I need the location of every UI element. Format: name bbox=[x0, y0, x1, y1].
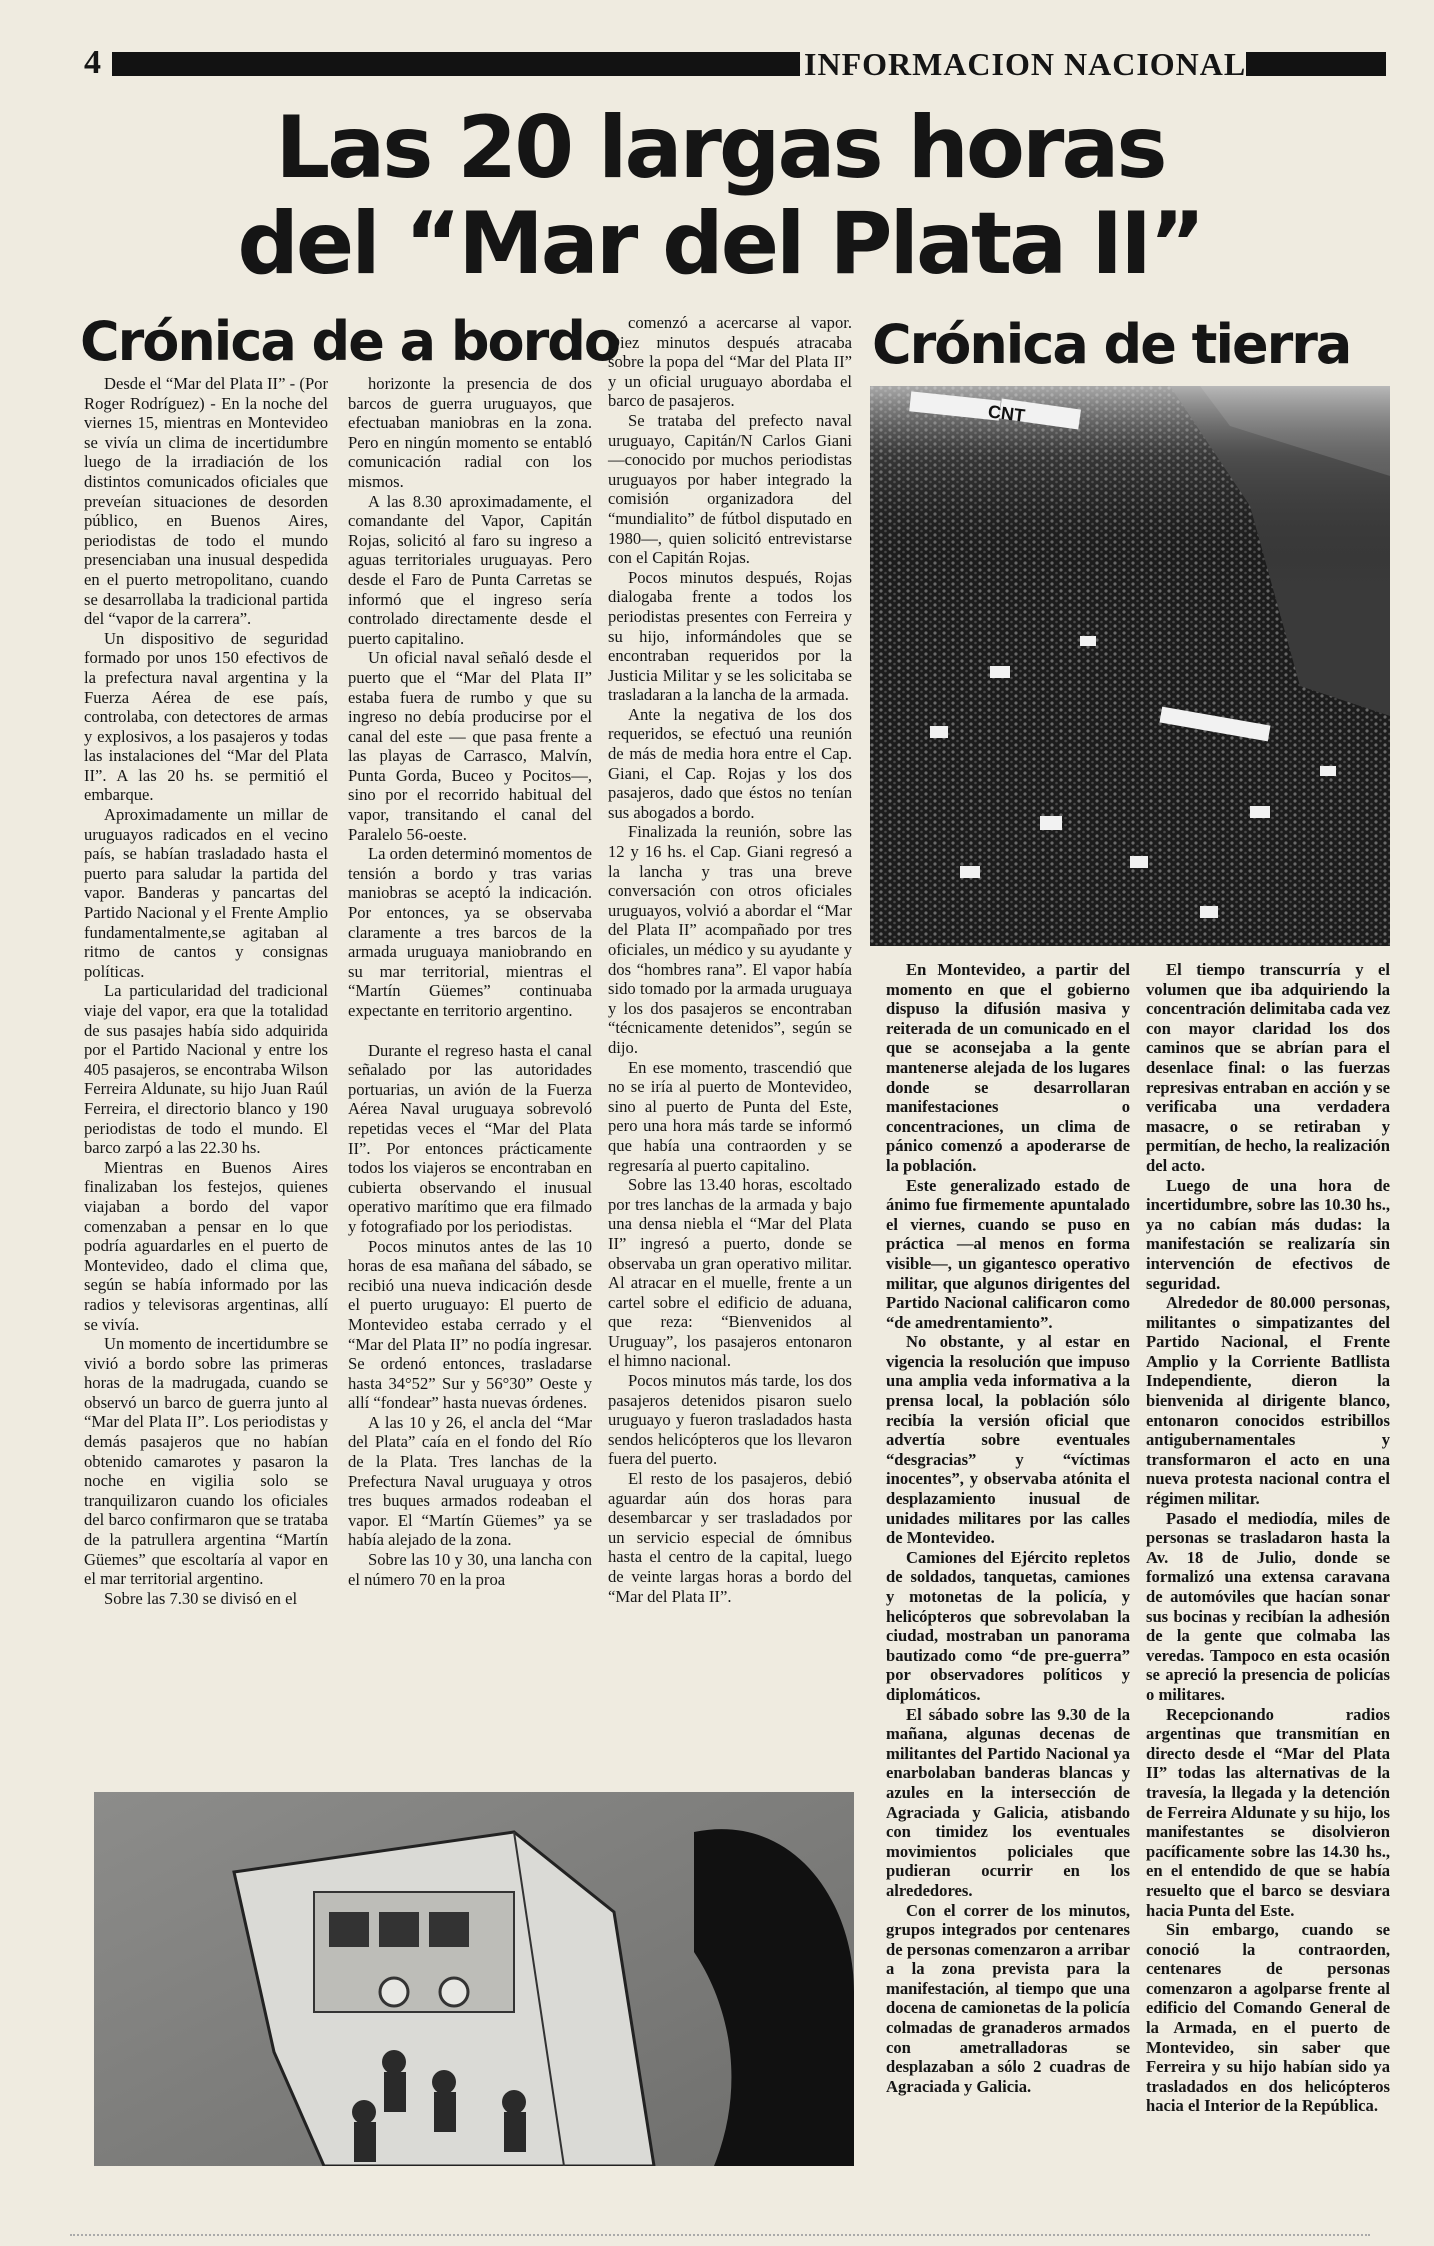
article-paragraph: Alrededor de 80.000 personas, militantes o simpatizantes del Partido Nacional, el Frente Amplio y la Corriente Batllista Independiente, dieron la bienvenida al dirigente blanco, entonaron conocidos estribillos antigubernamentales y transformaron el acto en una nueva protesta nacional contra el régimen militar. bbox=[1146, 1293, 1390, 1509]
article-paragraph: No obstante, y al estar en vigencia la resolución que impuso una amplia veda informativa a la prensa local, la población sólo recibía la versión oficial que advertía sobre eventuales “desgracias” y “víctimas inocentes”, y observaba atónita el desplazamiento inusual de unidades militares por las calles de Montevideo. bbox=[886, 1332, 1130, 1548]
crowd-photo bbox=[870, 386, 1390, 946]
article-paragraph: Sobre las 7.30 se divisó en el bbox=[104, 1588, 298, 1608]
article-column-5 bbox=[1146, 960, 1390, 2222]
article-paragraph: El resto de los pasajeros, debió aguardar aún dos horas para desembarcar y ser trasladados por un servicio especial de ómnibus hasta el centro de la capital, luego de veinte largas horas a bordo del “Mar del Plata II”. bbox=[608, 1469, 852, 1606]
article-paragraph: Con el correr de los minutos, grupos integrados por centenares de personas comenzaron a arribar a la zona prevista para la manifestación, al tiempo que una docena de camionetas de la policía colmadas de granaderos armados con ametralladoras se desplazaban a sólo 2 cuadras de Agraciada y Galicia. bbox=[886, 1900, 1130, 2096]
article-paragraph: La orden determinó momentos de tensión a bordo y tras varias maniobras se aceptó la indicación. Por entonces, ya se observaba claramente a tres barcos de la armada uruguaya maniobrando en su mar territorial, mientras el “Martín Güemes” continuaba expectante en territorio argentino. bbox=[348, 844, 592, 1020]
article-paragraph: Aproximadamente un millar de uruguayos radicados en el vecino país, se habían trasladado hasta el puerto para saludar la partida del vapor. Banderas y pancartas del Partido Nacional y el Frente Amplio fundamentalmente,se agitaban al ritmo de cantos y consignas políticas. bbox=[84, 805, 328, 981]
article-paragraph: Un dispositivo de seguridad formado por unos 150 efectivos de la prefectura naval argentina y la Fuerza Aérea de ese país, controlaba, con detectores de armas y explosivos, a los pasajeros y todas las instalaciones del “Mar del Plata II”. A las 20 hs. se permitió el embarque. bbox=[84, 628, 328, 805]
boat-photo-icon bbox=[94, 1792, 854, 2166]
section-title: INFORMACION NACIONAL bbox=[804, 46, 1247, 82]
article-paragraph: Luego de una hora de incertidumbre, sobre las 10.30 hs., ya no cabían más dudas: la manifestación se realizaría sin intervención de efectivos de seguridad. bbox=[1146, 1175, 1390, 1293]
kicker-cronica-de-tierra: Crónica de tierra bbox=[872, 313, 1351, 376]
article-paragraph: El tiempo transcurría y el volumen que iba adquiriendo la concentración delimitaba cada vez con mayor claridad los dos caminos que se abrían para el desenlace final: o las fuerzas represivas entraban en acción y se verificaba una verdadera masacre, o se retiraban y permitían, de hecho, la realización del acto. bbox=[1146, 960, 1390, 1175]
article-column-3 bbox=[608, 313, 852, 1773]
article-paragraph: Pocos minutos después, Rojas dialogaba frente a todos los periodistas presentes con Ferreira y su hijo, informándoles que se encontraban requeridos por la Justicia Militar y se les solicitaba se trasladaran a la lancha de la armada. bbox=[608, 567, 852, 705]
article-paragraph: En Montevideo, a partir del momento en que el gobierno dispuso la difusión masiva y reiterada de un comunicado en el que se aconsejaba a la gente mantenerse alejada de los lugares donde se desarrollaran manifestaciones o concentraciones, un clima de pánico comenzó a apoderarse de la población. bbox=[886, 960, 1130, 1175]
header-rule-right bbox=[1246, 52, 1386, 76]
article-paragraph: A las 10 y 26, el ancla del “Mar del Plata” caía en el fondo del Río de la Plata. Tres lanchas de la Prefectura Naval uruguaya y otros tres buques armados rodeaban el vapor. El “Martín Güemes” ya se había alejado de la zona. bbox=[348, 1412, 592, 1550]
article-paragraph: Pocos minutos más tarde, los dos pasajeros detenidos pisaron suelo uruguayo y fueron trasladados hasta sendos helicópteros que los llevaron fuera del puerto. bbox=[608, 1371, 852, 1469]
headline-line-1: Las 20 largas horas bbox=[275, 98, 1165, 198]
article-paragraph: horizonte la presencia de dos barcos de guerra uruguayos, que efectuaban maniobras en la zona. Pero en ningún momento se entabló comunicación radial con los mismos. bbox=[348, 374, 592, 491]
article-paragraph: Camiones del Ejército repletos de soldados, tanquetas, camiones y motonetas de la policía, y helicópteros que sobrevolaban la ciudad, mostraban un panorama bautizado como “de pre-guerra” por observadores políticos y diplomáticos. bbox=[886, 1547, 1130, 1704]
article-paragraph: Se trataba del prefecto naval uruguayo, Capitán/N Carlos Giani —conocido por muchos periodistas uruguayos por haber integrado la comisión organizadora del “mundialito” de fútbol disputado en 1980—, quien solicitó entrevistarse con el Capitán Rojas. bbox=[608, 410, 852, 568]
kicker-cronica-de-a-bordo: Crónica de a bordo bbox=[80, 310, 620, 373]
bottom-rule bbox=[70, 2234, 1370, 2236]
article-paragraph: Sobre las 10 y 30, una lancha con el número 70 en la proa bbox=[348, 1550, 592, 1589]
article-paragraph: Finalizada la reunión, sobre las 12 y 16 hs. el Cap. Giani regresó a la lancha y tras una breve conversación con otros oficiales uruguayos, volvió a abordar el “Mar del Plata II” acompañado por tres oficiales, un médico y su ayudante y dos “hombres rana”. El vapor había sido tomado por la armada uruguaya y los dos pasajeros se encontraban “técnicamente detenidos”, según se dijo. bbox=[608, 822, 852, 1057]
article-paragraph: Desde el “Mar del Plata II” - (Por Roger Rodríguez) - En la noche del viernes 15, mientras en Montevideo se vivía un clima de incertidumbre luego de la irradiación de los distintos comunicados oficiales que preveían situaciones de desorden público, en Buenos Aires, periodistas de todo el mundo presenciaban una inusual despedida en el puerto metropolitano, cuando se desarrollaba la tradicional partida del “vapor de la carrera”. bbox=[84, 374, 328, 629]
article-paragraph: Pasado el mediodía, miles de personas se trasladaron hasta la Av. 18 de Julio, donde se formalizó una extensa caravana de automóviles que hacían sonar sus bocinas y recibían la adhesión de la gente que colmaba las veredas. Tampoco en esta ocasión se apreció la presencia de policías o militares. bbox=[1146, 1508, 1390, 1704]
article-column-1 bbox=[84, 374, 328, 1772]
article-paragraph: Mientras en Buenos Aires finalizaban los festejos, quienes viajaban a bordo del vapor comenzaban a pensar en lo que podría aguardarles en el puerto de Montevideo, dado el clima que, según se había informado por las radios y televisoras argentinas, allí se vivía. bbox=[84, 1157, 328, 1334]
article-paragraph: Sin embargo, cuando se conoció la contraorden, centenares de personas comenzaron a agolparse frente al edificio del Comando General de la Armada, en el puerto de Montevideo, sin saber que Ferreira y su hijo habían sido ya trasladados en dos helicópteros hacia el Interior de la República. bbox=[1146, 1920, 1390, 2116]
article-column-4 bbox=[886, 960, 1130, 2222]
header-rule-left bbox=[112, 52, 800, 76]
article-paragraph: Un oficial naval señaló desde el puerto que el “Mar del Plata II” estaba fuera de rumbo y que su ingreso no debía producirse por el canal del este — que pasa frente a las playas de Carrasco, Malvín, Punta Gorda, Buceo y Pocitos—, sino por el recorrido habitual del vapor, transitando el canal del Paralelo 56-oeste. bbox=[348, 648, 592, 844]
article-paragraph: comenzó a acercarse al vapor. Diez minutos después atracaba sobre la popa del “Mar del Plata II” y un oficial uruguayo abordaba el barco de pasajeros. bbox=[608, 313, 852, 411]
article-paragraph: La particularidad del tradicional viaje del vapor, era que la totalidad de sus pasajes había sido adquirida por el Partido Nacional y entre los 405 pasajeros, se encontraba Wilson Ferreira Aldunate, su hijo Juan Raúl Ferreira, el directorio blanco y 190 periodistas de todo el mundo. El barco zarpó a las 22.30 hs. bbox=[84, 981, 328, 1158]
boat-photo bbox=[94, 1792, 854, 2166]
article-paragraph: En ese momento, trascendió que no se iría al puerto de Montevideo, sino al puerto de Punta del Este, pero una hora más tarde se informó que había una contraorden y se regresaría al puerto capitalino. bbox=[608, 1057, 852, 1175]
article-paragraph: Pocos minutos antes de las 10 horas de esa mañana del sábado, se recibió una nueva indicación desde el puerto uruguayo: El puerto de Montevideo estaba cerrado y el “Mar del Plata II” no podía ingresar. Se ordenó entonces, trasladarse hasta 34°52” Sur y 56°30” Oeste y allí “fondear” hasta nuevas órdenes. bbox=[348, 1236, 592, 1413]
headline bbox=[120, 100, 1320, 292]
article-paragraph: Recepcionando radios argentinas que transmitían en directo desde el “Mar del Plata II” todas las alternativas de la travesía, la llegada y la detención de Ferreira Aldunate y su hijo, los manifestantes se disolvieron pacíficamente sobre las 14.30 hs., en el entendido de que se había resuelto que el barco se desviara hacia Punta del Este. bbox=[1146, 1704, 1390, 1920]
headline-line-2: del “Mar del Plata II” bbox=[237, 194, 1203, 294]
article-paragraph: A las 8.30 aproximadamente, el comandante del Vapor, Capitán Rojas, solicitó al faro su ingreso a aguas territoriales uruguayas. Pero desde el Faro de Punta Carretas se informó que el ingreso sería controlado directamente desde el puerto capitalino. bbox=[348, 491, 592, 648]
article-paragraph: Un momento de incertidumbre se vivió a bordo sobre las primeras horas de la madrugada, cuando se observó un barco de guerra junto al “Mar del Plata II”. Los periodistas y demás pasajeros que no habían obtenido camarotes y pasaron la noche en vigilia solo se tranquilizaron cuando los oficiales del barco confirmaron que se trataba de la patrullera argentina “Martín Güemes” que escoltaría al vapor en el mar territorial argentino. bbox=[84, 1334, 328, 1589]
article-paragraph: El sábado sobre las 9.30 de la mañana, algunas decenas de militantes del Partido Nacional ya enarbolaban banderas blancas y azules en la intersección de Agraciada y Galicia, atisbando con timidez los eventuales movimientos policiales que pudieran ocurrir en los alrededores. bbox=[886, 1704, 1130, 1900]
article-paragraph: Durante el regreso hasta el canal señalado por las autoridades portuarias, un avión de la Fuerza Aérea Naval uruguaya sobrevoló repetidas veces el “Mar del Plata II”. Por entonces prácticamente todos los viajeros se encontraban en cubierta observando el inusual operativo marítimo que era filmado y fotografiado por los periodistas. bbox=[348, 1040, 592, 1236]
article-column-2 bbox=[348, 374, 592, 1772]
article-paragraph: Este generalizado estado de ánimo fue firmemente apuntalado el viernes, cuando se puso en práctica —al menos en forma visible—, un gigantesco operativo militar, que algunos dirigentes del Partido Nacional calificaron como “de amedrentamiento”. bbox=[886, 1175, 1130, 1332]
article-paragraph: Ante la negativa de los dos requeridos, se efectuó una reunión de más de media hora entre el Cap. Giani, el Cap. Rojas y los dos pasajeros, dado que éstos no tenían sus abogados a bordo. bbox=[608, 704, 852, 822]
crowd-banner-text: CNT bbox=[986, 401, 1027, 426]
article-paragraph: Sobre las 13.40 horas, escoltado por tres lanchas de la armada y bajo una densa niebla el “Mar del Plata II” ingresó a puerto, donde se observaba un gran operativo militar. Al atracar en el muelle, frente a un cartel sobre el edificio de aduana, que reza: “Bienvenidos al Uruguay”, los pasajeros entonaron el himno nacional. bbox=[608, 1175, 852, 1371]
crowd-photo-icon bbox=[870, 386, 1390, 946]
page-number: 4 bbox=[84, 44, 101, 81]
